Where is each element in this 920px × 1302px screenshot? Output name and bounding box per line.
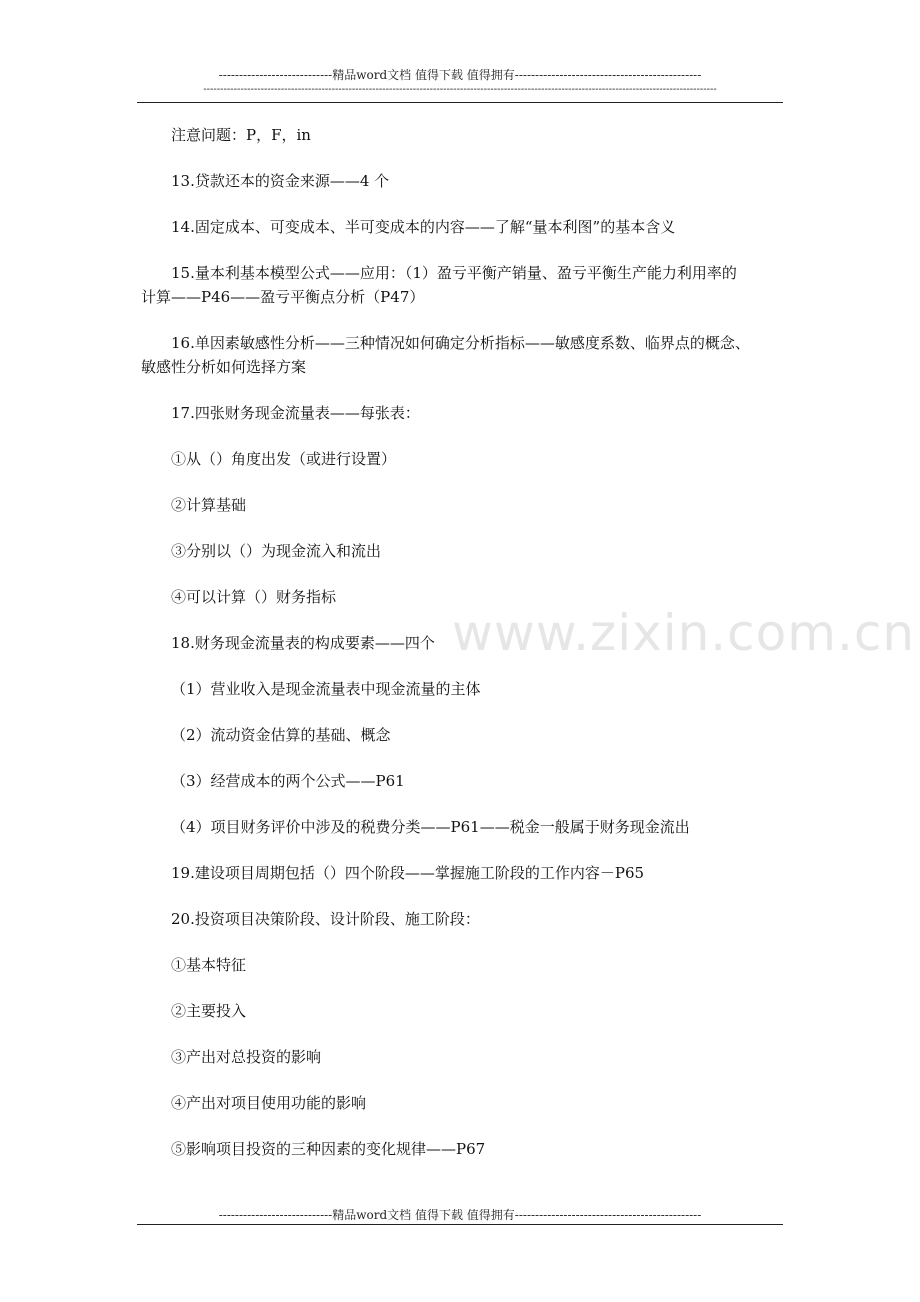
- list-item-20-1: ①基本特征: [171, 956, 247, 974]
- paragraph-15-line2: 计算——P46——盈亏平衡点分析（P47）: [141, 288, 425, 306]
- paragraph-20: 20.投资项目决策阶段、设计阶段、施工阶段：: [171, 910, 480, 928]
- list-item-18-2: （2）流动资金估算的基础、概念: [171, 726, 391, 744]
- paragraph-19: 19.建设项目周期包括（）四个阶段——掌握施工阶段的工作内容－P65: [171, 864, 645, 882]
- list-item-20-3: ③产出对总投资的影响: [171, 1048, 322, 1066]
- list-item-20-5: ⑤影响项目投资的三种因素的变化规律——P67: [171, 1140, 486, 1158]
- list-item-17-1: ①从（）角度出发（或进行设置）: [171, 450, 397, 468]
- paragraph-16-line1: 16.单因素敏感性分析——三种情况如何确定分析指标——敏感度系数、临界点的概念、: [171, 334, 750, 352]
- paragraph-note: 注意问题：P，F，in: [171, 126, 311, 144]
- page-footer: ----------------------------精品word文档 值得下载 值得拥有----------------------------------------------: [218, 1208, 702, 1222]
- paragraph-16-line2: 敏感性分析如何选择方案: [141, 358, 307, 376]
- list-item-20-2: ②主要投入: [171, 1002, 247, 1020]
- header-rule: [137, 102, 783, 103]
- list-item-18-3: （3）经营成本的两个公式——P61: [171, 772, 405, 790]
- paragraph-14: 14.固定成本、可变成本、半可变成本的内容——了解“量本利图”的基本含义: [171, 218, 676, 236]
- paragraph-13: 13.贷款还本的资金来源——4 个: [171, 172, 390, 190]
- list-item-20-4: ④产出对项目使用功能的影响: [171, 1094, 367, 1112]
- paragraph-18: 18.财务现金流量表的构成要素——四个: [171, 634, 435, 652]
- footer-rule: [137, 1224, 783, 1225]
- list-item-18-1: （1）营业收入是现金流量表中现金流量的主体: [171, 680, 481, 698]
- paragraph-15-line1: 15.量本利基本模型公式——应用：（1）盈亏平衡产销量、盈亏平衡生产能力利用率的: [171, 264, 737, 282]
- list-item-17-3: ③分别以（）为现金流入和流出: [171, 542, 382, 560]
- page-header: ----------------------------精品word文档 值得下载 值得拥有----------------------------------------------: [218, 68, 702, 82]
- list-item-17-4: ④可以计算（）财务指标: [171, 588, 337, 606]
- header-dash-line: --------------------------------------------------------------------------------------------------------------------------------------------------------: [203, 84, 717, 95]
- list-item-17-2: ②计算基础: [171, 496, 247, 514]
- paragraph-17: 17.四张财务现金流量表——每张表：: [171, 404, 420, 422]
- list-item-18-4: （4）项目财务评价中涉及的税费分类——P61——税金一般属于财务现金流出: [171, 818, 690, 836]
- watermark: www.zixin.com.cn: [452, 604, 916, 662]
